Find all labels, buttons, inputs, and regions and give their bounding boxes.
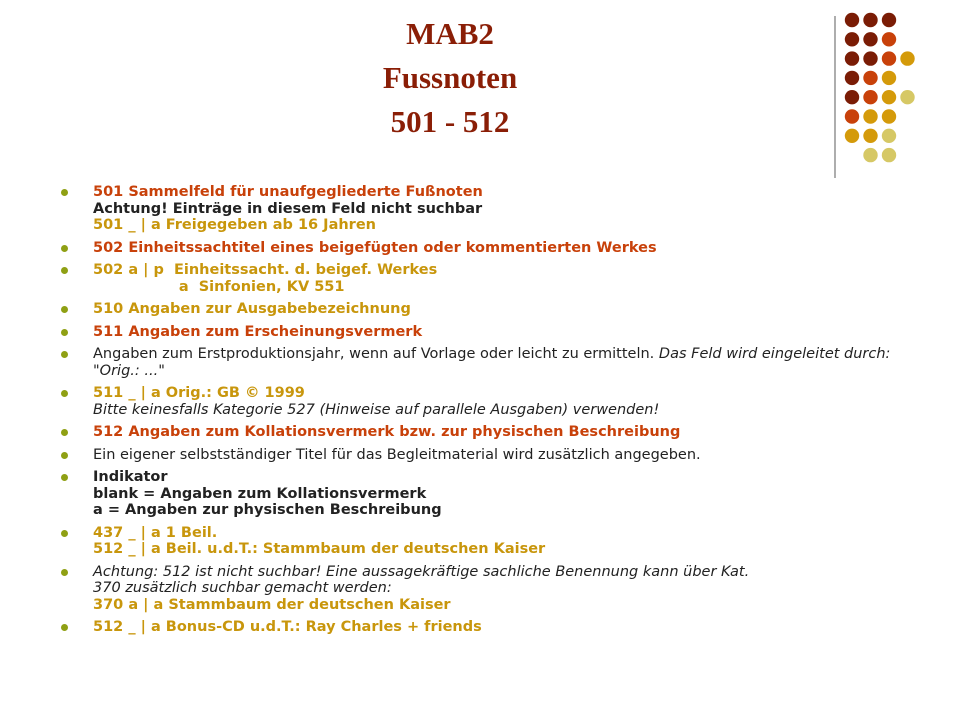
dot-grid-group bbox=[845, 13, 915, 163]
bullet-line: 437 _ | a 1 Beil. bbox=[93, 524, 218, 541]
bullet-line: 512 _ | a Bonus-CD u.d.T.: Ray Charles + friends bbox=[93, 619, 482, 635]
bullet-item bbox=[60, 447, 920, 464]
bullet-item bbox=[60, 424, 920, 441]
bullet-dot-icon bbox=[61, 474, 68, 481]
bullet-line: 501 Sammelfeld für unaufgegliederte Fußnoten bbox=[93, 184, 483, 200]
bullet-item bbox=[60, 564, 920, 614]
decorative-dot-grid bbox=[826, 8, 960, 188]
bullet-line: Achtung! Einträge in diesem Feld nicht suchbar bbox=[93, 200, 483, 217]
bullet-item bbox=[60, 262, 920, 295]
bullet-dot-icon bbox=[61, 306, 68, 313]
title-line-1: MAB2 bbox=[406, 16, 494, 51]
title-line-3: 501 - 512 bbox=[390, 104, 510, 139]
decorative-dot bbox=[863, 71, 877, 85]
decorative-dot bbox=[882, 32, 896, 46]
bullet-line: 512 _ | a Beil. u.d.T.: Stammbaum der deutschen Kaiser bbox=[93, 541, 546, 557]
decorative-dot bbox=[845, 32, 859, 46]
decorative-dot bbox=[845, 90, 859, 104]
bullet-dot-icon bbox=[61, 530, 68, 537]
bullet-item bbox=[60, 301, 920, 318]
bullet-item bbox=[60, 525, 920, 558]
decorative-dot bbox=[863, 51, 877, 65]
bullet-item bbox=[60, 184, 920, 234]
bullet-dot-icon bbox=[61, 624, 68, 631]
decorative-dot bbox=[845, 109, 859, 123]
decorative-dot bbox=[882, 129, 896, 143]
bullet-line: 511 Angaben zum Erscheinungsvermerk bbox=[93, 323, 423, 340]
decorative-dot bbox=[845, 51, 859, 65]
decorative-dot bbox=[845, 71, 859, 85]
decorative-dot bbox=[845, 129, 859, 143]
bullet-dot-icon bbox=[61, 329, 68, 336]
decorative-dot bbox=[882, 109, 896, 123]
decorative-dot bbox=[845, 13, 859, 27]
bullet-item bbox=[60, 469, 920, 519]
decorative-dot bbox=[863, 13, 877, 27]
bullet-line: 370 zusätzlich suchbar gemacht werden: bbox=[93, 580, 392, 596]
bullet-dot-icon bbox=[61, 452, 68, 459]
bullet-line: Bitte keinesfalls Kategorie 527 (Hinweise auf parallele Ausgaben) verwenden! bbox=[93, 401, 660, 418]
bullet-line: 510 Angaben zur Ausgabebezeichnung bbox=[93, 301, 411, 317]
bullet-dot-icon bbox=[61, 267, 68, 274]
bullet-line: 501 _ | a Freigegeben ab 16 Jahren bbox=[93, 217, 376, 233]
bullet-item bbox=[60, 324, 920, 341]
bullet-dot-icon bbox=[61, 351, 68, 358]
slide-title bbox=[300, 12, 600, 144]
bullet-line: blank = Angaben zum Kollationsvermerk bbox=[93, 485, 427, 502]
decorative-dot bbox=[882, 148, 896, 162]
footnote-bullet-list bbox=[60, 184, 920, 642]
bullet-dot-icon bbox=[61, 245, 68, 252]
decorative-dot bbox=[863, 32, 877, 46]
decorative-dot bbox=[882, 71, 896, 85]
bullet-line: 502 a | p Einheitssacht. d. beigef. Werkes bbox=[93, 262, 438, 278]
decorative-dot bbox=[863, 148, 877, 162]
bullet-dot-icon bbox=[61, 569, 68, 576]
bullet-line: a = Angaben zur physischen Beschreibung bbox=[93, 502, 442, 518]
bullet-dot-icon bbox=[61, 429, 68, 436]
bullet-item bbox=[60, 346, 920, 379]
bullet-line: Indikator bbox=[93, 469, 168, 485]
decorative-dot bbox=[900, 90, 914, 104]
bullet-line: 512 Angaben zum Kollationsvermerk bzw. zur physischen Beschreibung bbox=[93, 424, 681, 440]
bullet-segment: Angaben zum Erstproduktionsjahr, wenn auf Vorlage oder leicht zu ermitteln. bbox=[93, 346, 659, 362]
bullet-line: 370 a | a Stammbaum der deutschen Kaiser bbox=[93, 596, 451, 613]
decorative-dot bbox=[863, 90, 877, 104]
bullet-item bbox=[60, 619, 920, 636]
decorative-dot bbox=[882, 51, 896, 65]
decorative-dot bbox=[882, 90, 896, 104]
bullet-dot-icon bbox=[61, 189, 68, 196]
bullet-segment: Das Feld wird eingeleitet durch: "Orig.: ..." bbox=[93, 346, 891, 379]
bullet-line: a Sinfonien, KV 551 bbox=[93, 278, 345, 295]
bullet-line: Ein eigener selbstständiger Titel für das Begleitmaterial wird zusätzlich angegeben. bbox=[93, 446, 701, 463]
title-line-2: Fussnoten bbox=[382, 60, 518, 95]
decorative-dot bbox=[900, 51, 914, 65]
bullet-item bbox=[60, 240, 920, 257]
bullet-line: 502 Einheitssachtitel eines beigefügten oder kommentierten Werkes bbox=[93, 239, 657, 256]
decorative-dot bbox=[863, 109, 877, 123]
decorative-dot bbox=[863, 129, 877, 143]
bullet-line: 511 _ | a Orig.: GB © 1999 bbox=[93, 385, 305, 401]
bullet-line: Achtung: 512 ist nicht suchbar! Eine aussagekräftige sachliche Benennung kann über Kat. bbox=[93, 563, 750, 580]
decorative-dot bbox=[882, 13, 896, 27]
bullet-dot-icon bbox=[61, 390, 68, 397]
bullet-item bbox=[60, 385, 920, 418]
